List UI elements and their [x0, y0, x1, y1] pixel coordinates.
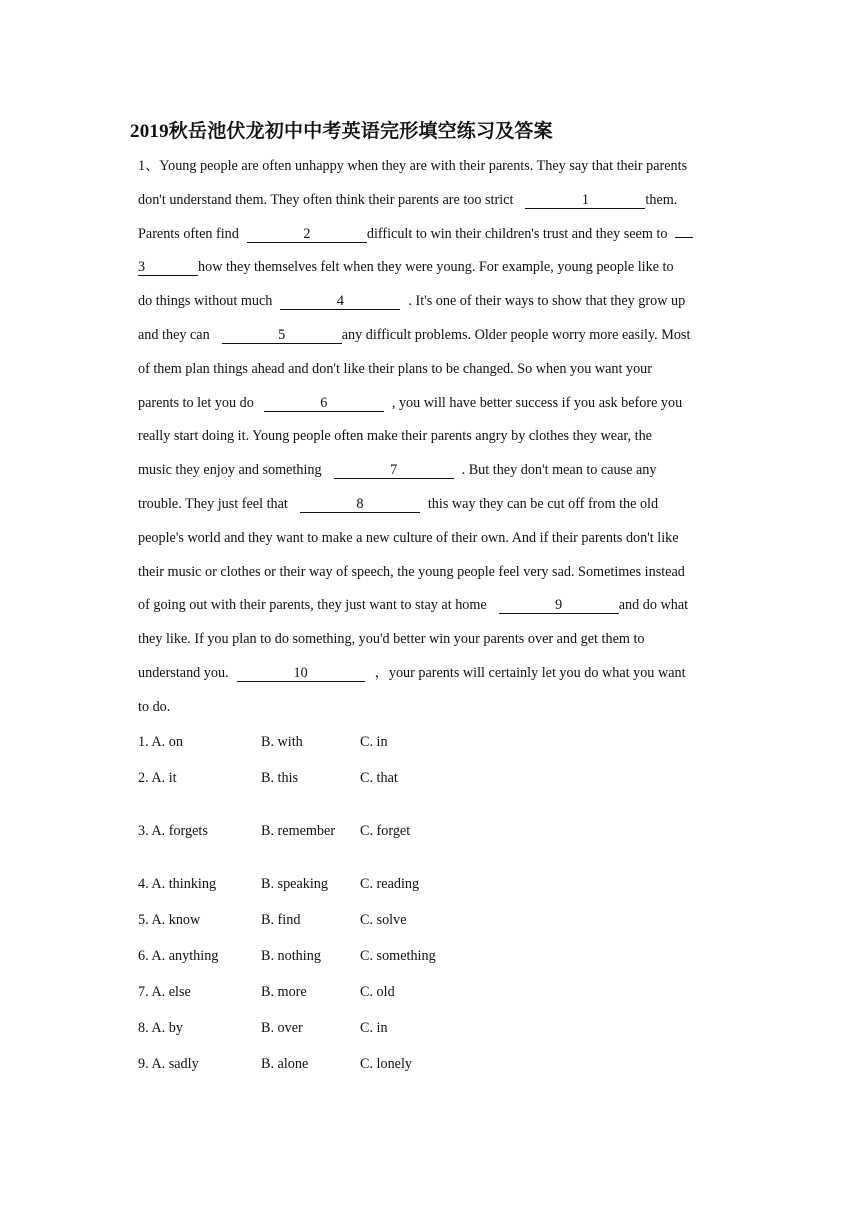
option-a: 7. A. else	[138, 983, 191, 1000]
passage-line	[138, 556, 738, 590]
passage-text: people's world and they want to make a new culture of their own. And if their parents don't like	[138, 529, 679, 546]
option-a: 1. A. on	[138, 733, 183, 750]
option-row-9	[138, 1046, 436, 1082]
passage-text: any difficult problems. Older people worry more easily. Most	[341, 326, 691, 343]
option-row-8	[138, 1010, 436, 1046]
cloze-passage	[138, 150, 738, 725]
option-b: B. this	[261, 770, 299, 786]
passage-text: do things without much	[138, 293, 273, 310]
option-b: B. over	[261, 1020, 303, 1036]
passage-line	[138, 488, 738, 522]
passage-line	[138, 251, 738, 285]
passage-text: . But they don't mean to cause any	[461, 462, 657, 479]
blank-1: 1	[525, 192, 645, 209]
option-a: 4. A. thinking	[138, 875, 217, 892]
option-row-1	[138, 724, 436, 760]
blank-3: 3	[138, 259, 198, 276]
option-a: 6. A. anything	[138, 947, 219, 964]
blank-9: 9	[499, 597, 619, 614]
option-c: C. that	[360, 769, 398, 786]
passage-line	[138, 623, 738, 657]
option-a: 9. A. sadly	[138, 1055, 199, 1072]
answer-options	[138, 724, 436, 1082]
passage-line	[138, 387, 738, 421]
option-row-2	[138, 760, 436, 796]
option-row-3	[138, 796, 436, 866]
option-c: C. in	[360, 1019, 388, 1036]
passage-text: they like. If you plan to do something, you'd better win your parents over and get them to	[138, 631, 645, 648]
passage-line	[138, 454, 738, 488]
blank-3-start	[675, 237, 693, 238]
blank-4: 4	[280, 293, 400, 310]
blank-6: 6	[264, 395, 384, 412]
passage-text: and they can	[138, 326, 210, 343]
option-a: 8. A. by	[138, 1019, 183, 1036]
option-row-4	[138, 866, 436, 902]
passage-text: music they enjoy and something	[138, 462, 322, 479]
passage-text: parents to let you do	[138, 394, 254, 411]
passage-text: don't understand them. They often think their parents are too strict	[138, 191, 514, 208]
passage-line	[138, 319, 738, 353]
option-c: C. something	[360, 947, 436, 964]
passage-line	[138, 184, 738, 218]
passage-text: . It's one of their ways to show that they grow up	[408, 293, 686, 310]
option-c: C. reading	[360, 875, 420, 892]
passage-text: really start doing it. Young people often make their parents angry by clothes they wear, the	[138, 428, 652, 445]
option-b: B. alone	[261, 1056, 309, 1072]
passage-line	[138, 353, 738, 387]
passage-line	[138, 657, 738, 691]
option-a: 5. A. know	[138, 911, 201, 928]
document-title: 2019秋岳池伏龙初中中考英语完形填空练习及答案	[130, 121, 553, 142]
passage-text: Parents often find	[138, 225, 239, 242]
passage-text: trouble. They just feel that	[138, 495, 288, 512]
passage-text: this way they can be cut off from the old	[427, 495, 659, 512]
option-b: B. remember	[261, 823, 336, 839]
passage-text: them.	[645, 191, 678, 208]
option-b: B. speaking	[261, 876, 328, 892]
passage-line	[138, 150, 738, 184]
option-c: C. old	[360, 983, 395, 1000]
option-c: C. forget	[360, 822, 411, 839]
blank-8: 8	[300, 496, 420, 513]
passage-line	[138, 285, 738, 319]
passage-text: to do.	[138, 698, 171, 715]
passage-line	[138, 420, 738, 454]
option-b: B. find	[261, 912, 301, 928]
passage-text: , you will have better success if you ask before you	[391, 394, 683, 411]
option-c: C. lonely	[360, 1055, 413, 1072]
blank-10: 10	[237, 665, 365, 682]
option-b: B. more	[261, 984, 307, 1000]
passage-line	[138, 218, 738, 252]
passage-line	[138, 691, 738, 725]
passage-text: how they themselves felt when they were young. For example, young people like to	[198, 259, 674, 276]
comma: ，	[374, 664, 389, 681]
blank-7: 7	[334, 462, 454, 479]
passage-text: 1、Young people are often unhappy when they are with their parents. They say that their parents	[138, 158, 688, 174]
blank-2: 2	[247, 226, 367, 243]
option-row-7	[138, 974, 436, 1010]
option-c: C. solve	[360, 911, 407, 928]
option-b: B. nothing	[261, 948, 321, 964]
passage-line	[138, 522, 738, 556]
passage-text: your parents will certainly let you do what you want	[388, 664, 686, 681]
passage-text: understand you.	[138, 664, 229, 681]
passage-text: of going out with their parents, they just want to stay at home	[138, 597, 487, 614]
option-a: 3. A. forgets	[138, 822, 208, 839]
passage-text: and do what	[618, 597, 689, 614]
option-row-5	[138, 902, 436, 938]
passage-text: of them plan things ahead and don't like their plans to be changed. So when you want your	[138, 360, 652, 377]
passage-text: their music or clothes or their way of speech, the young people feel very sad. Sometimes instead	[138, 563, 685, 580]
passage-line	[138, 589, 738, 623]
option-c: C. in	[360, 733, 388, 750]
option-a: 2. A. it	[138, 769, 177, 786]
passage-text: difficult to win their children's trust and they seem to	[366, 225, 668, 242]
option-row-6	[138, 938, 436, 974]
blank-5: 5	[222, 327, 342, 344]
option-b: B. with	[261, 734, 303, 750]
